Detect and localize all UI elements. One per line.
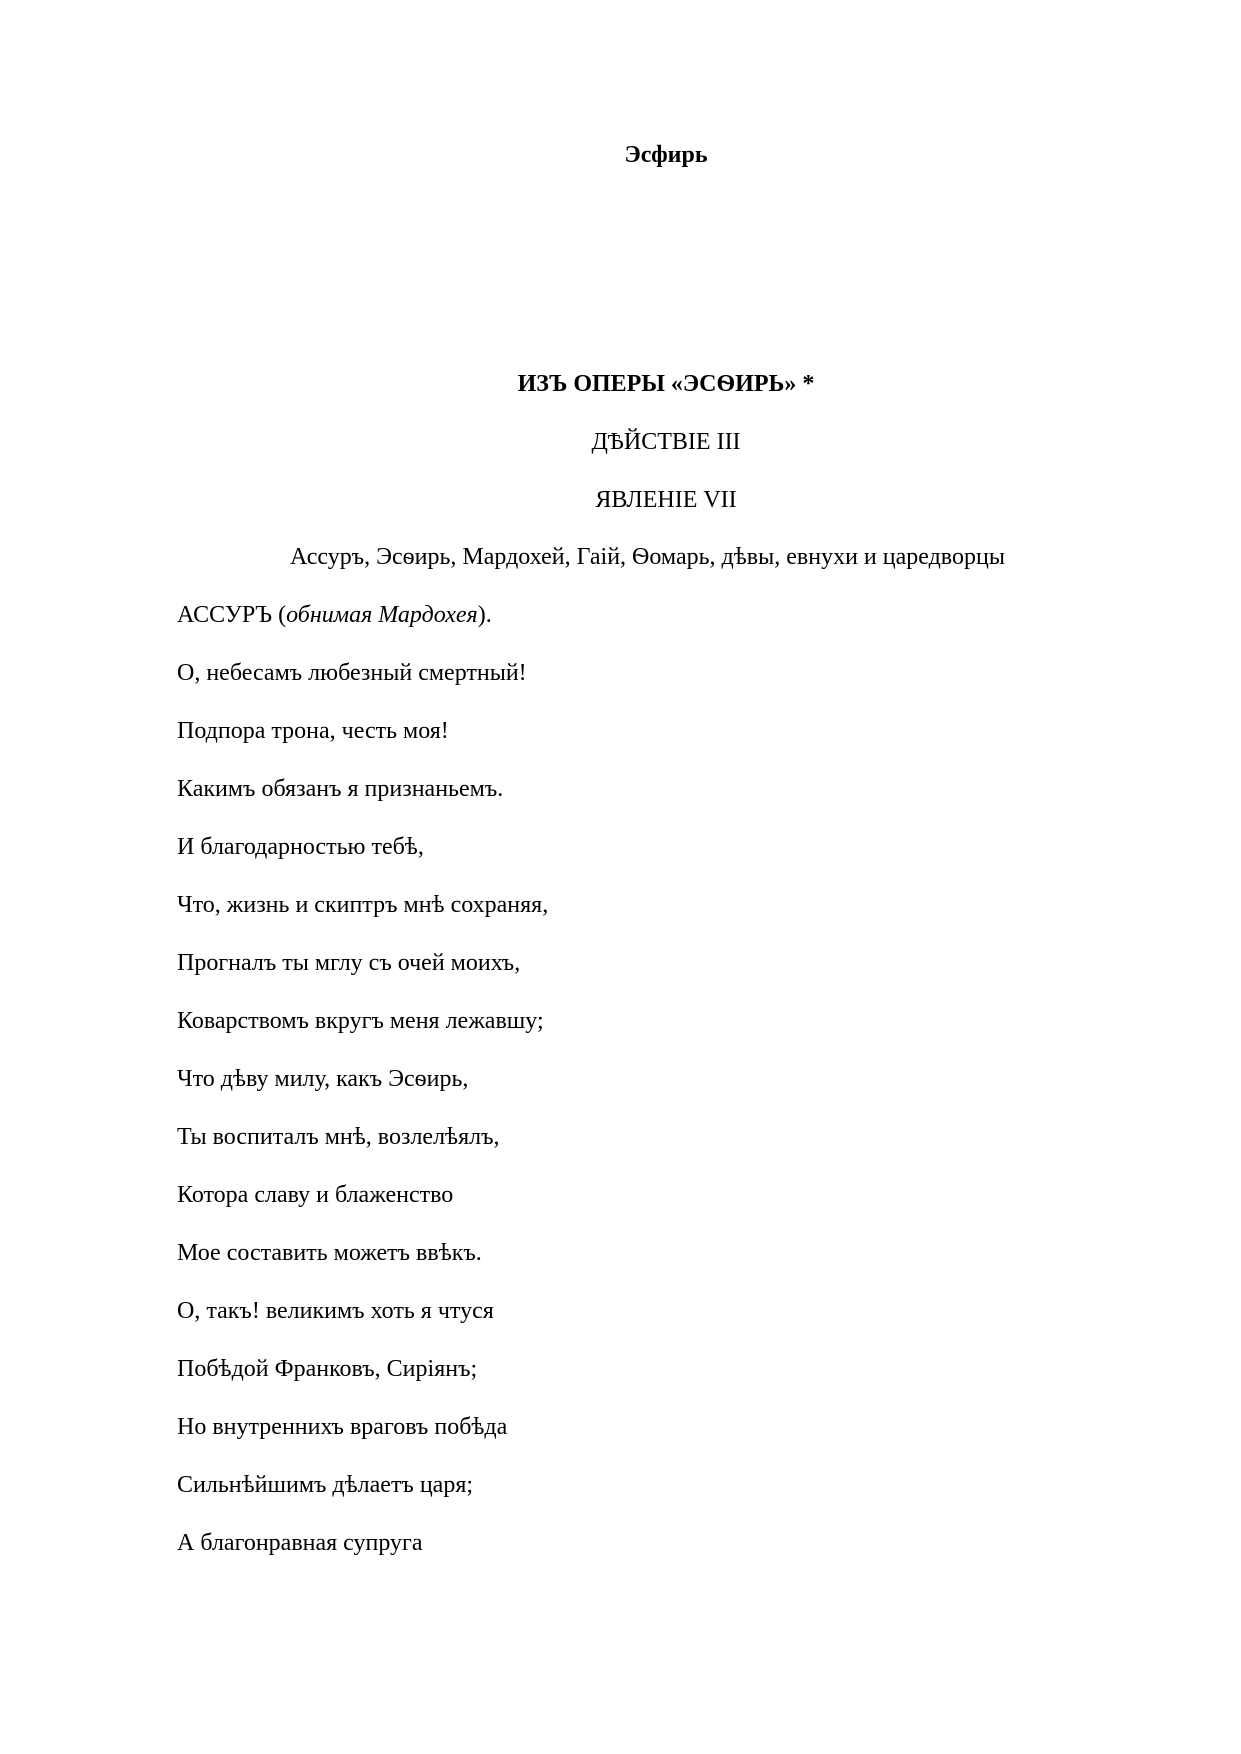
speaker-line — [177, 600, 492, 630]
verse-line: Что, жизнь и скиптръ мнѣ сохраняя, — [177, 892, 549, 918]
verse-line: И благодарностью тебѣ, — [177, 834, 424, 860]
verse-line: Ты воспиталъ мнѣ, возлелѣялъ, — [177, 1124, 500, 1150]
verse-line: Подпора трона, честь моя! — [177, 718, 449, 744]
speaker-name: АССУРЪ — [177, 602, 273, 628]
verse-line: Но внутреннихъ враговъ побѣда — [177, 1414, 508, 1440]
verse-line: Сильнѣйшимъ дѣлаетъ царя; — [177, 1472, 474, 1498]
act-heading: ДѢЙСТВІЕ III — [591, 429, 741, 455]
document-title: Эсфирь — [624, 142, 708, 168]
stage-direction: обнимая Мардохея — [286, 602, 478, 628]
verse-line: Котора славу и блаженство — [177, 1182, 454, 1208]
verse-line: Что дѣву милу, какъ Эсѳирь, — [177, 1066, 469, 1092]
verse-line: Коварствомъ вкругъ меня лежавшу; — [177, 1008, 544, 1034]
verse-line: Какимъ обязанъ я признаньемъ. — [177, 776, 504, 802]
cast-list: Ассуръ, Эсѳирь, Мардохей, Гаій, Ѳомарь, дѣвы, евнухи и царедворцы — [290, 544, 1005, 570]
verse-line: О, небесамъ любезный смертный! — [177, 660, 527, 686]
speaker-paren-open: ( — [272, 602, 287, 628]
verse-list — [177, 658, 548, 1586]
scene-heading: ЯВЛЕНІЕ VII — [595, 487, 737, 513]
speaker-paren-close: ). — [477, 602, 492, 628]
verse-line: Побѣдой Франковъ, Сиріянъ; — [177, 1356, 478, 1382]
verse-line: О, такъ! великимъ хоть я чтуся — [177, 1298, 494, 1324]
verse-line: А благонравная супруга — [177, 1530, 423, 1556]
opera-title: ИЗЪ ОПЕРЫ «ЭСѲИРЬ» * — [517, 371, 815, 397]
verse-line: Прогналъ ты мглу съ очей моихъ, — [177, 950, 521, 976]
verse-line: Мое составить можетъ ввѣкъ. — [177, 1240, 482, 1266]
